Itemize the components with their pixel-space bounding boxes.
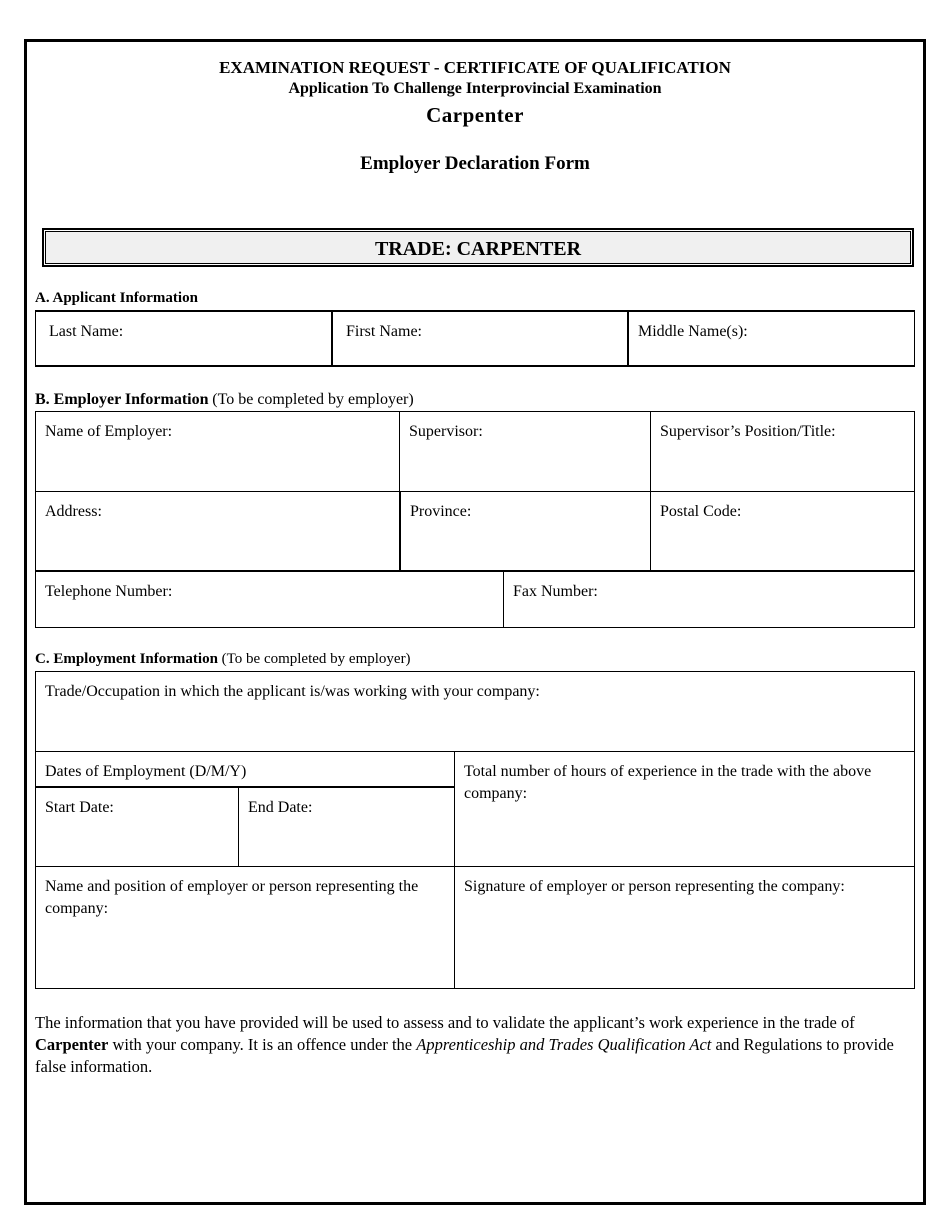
- section-b-title: B. Employer Information: [35, 391, 209, 408]
- last-name-field[interactable]: [35, 310, 332, 367]
- first-name-label: First Name:: [346, 323, 422, 340]
- trade-occupation-field[interactable]: [35, 671, 915, 752]
- name-position-label: Name and position of employer or person representing the company:: [45, 878, 419, 917]
- middle-name-field[interactable]: [627, 310, 915, 367]
- disclaimer-part2: with your company. It is an offence under the: [108, 1035, 417, 1054]
- address-label: Address:: [45, 503, 102, 520]
- supervisor-field[interactable]: [399, 411, 651, 492]
- section-c-note: (To be completed by employer): [221, 651, 411, 667]
- employer-name-label: Name of Employer:: [45, 423, 173, 440]
- total-hours-field[interactable]: [454, 751, 915, 867]
- disclaimer-part1: The information that you have provided will be used to assess and to validate the applicant’s work experience in the trade of: [35, 1013, 855, 1032]
- section-c-heading: [35, 651, 411, 668]
- telephone-field[interactable]: [35, 571, 504, 628]
- signature-label: Signature of employer or person representing the company:: [464, 878, 845, 895]
- postal-code-field[interactable]: [650, 491, 915, 571]
- supervisor-label: Supervisor:: [409, 423, 483, 440]
- province-label: Province:: [410, 503, 472, 520]
- employer-name-field[interactable]: [35, 411, 400, 492]
- fax-field[interactable]: [503, 571, 915, 628]
- disclaimer-trade: Carpenter: [35, 1035, 109, 1054]
- section-b-heading: [35, 391, 414, 409]
- section-a-title: A. Applicant Information: [35, 290, 198, 306]
- name-position-field[interactable]: [35, 866, 455, 989]
- section-c-title: C. Employment Information: [35, 651, 218, 667]
- header-subtitle: Application To Challenge Interprovincial Examination: [288, 80, 662, 97]
- start-date-label: Start Date:: [45, 799, 114, 816]
- disclaimer-part3: and Regulations to provide false information.: [35, 1035, 894, 1076]
- form-title: Employer Declaration Form: [360, 153, 590, 174]
- disclaimer-act: Apprenticeship and Trades Qualification Act: [416, 1035, 712, 1054]
- start-date-field[interactable]: [35, 787, 239, 867]
- trade-banner: TRADE: CARPENTER: [42, 228, 914, 267]
- middle-name-label: Middle Name(s):: [638, 323, 748, 340]
- province-field[interactable]: [399, 491, 651, 571]
- address-field[interactable]: [35, 491, 400, 571]
- section-a-heading: [35, 290, 198, 307]
- supervisor-title-label: Supervisor’s Position/Title:: [660, 423, 836, 440]
- supervisor-title-field[interactable]: [650, 411, 915, 492]
- section-b-note: (To be completed by employer): [212, 391, 414, 408]
- end-date-label: End Date:: [248, 799, 313, 816]
- disclaimer-paragraph: [35, 1012, 915, 1078]
- telephone-label: Telephone Number:: [45, 583, 173, 600]
- first-name-field[interactable]: [331, 310, 628, 367]
- last-name-label: Last Name:: [49, 323, 124, 340]
- end-date-field[interactable]: [238, 787, 455, 867]
- total-hours-label: Total number of hours of experience in the trade with the above company:: [464, 763, 872, 802]
- header-title: EXAMINATION REQUEST - CERTIFICATE OF QUALIFICATION: [219, 58, 731, 77]
- postal-code-label: Postal Code:: [660, 503, 742, 520]
- dates-of-employment-header: [35, 751, 455, 788]
- fax-label: Fax Number:: [513, 583, 598, 600]
- dates-of-employment-label: Dates of Employment (D/M/Y): [45, 763, 247, 780]
- trade-occupation-label: Trade/Occupation in which the applicant is/was working with your company:: [45, 683, 540, 700]
- header-trade-name: Carpenter: [426, 103, 524, 127]
- signature-field[interactable]: [454, 866, 915, 989]
